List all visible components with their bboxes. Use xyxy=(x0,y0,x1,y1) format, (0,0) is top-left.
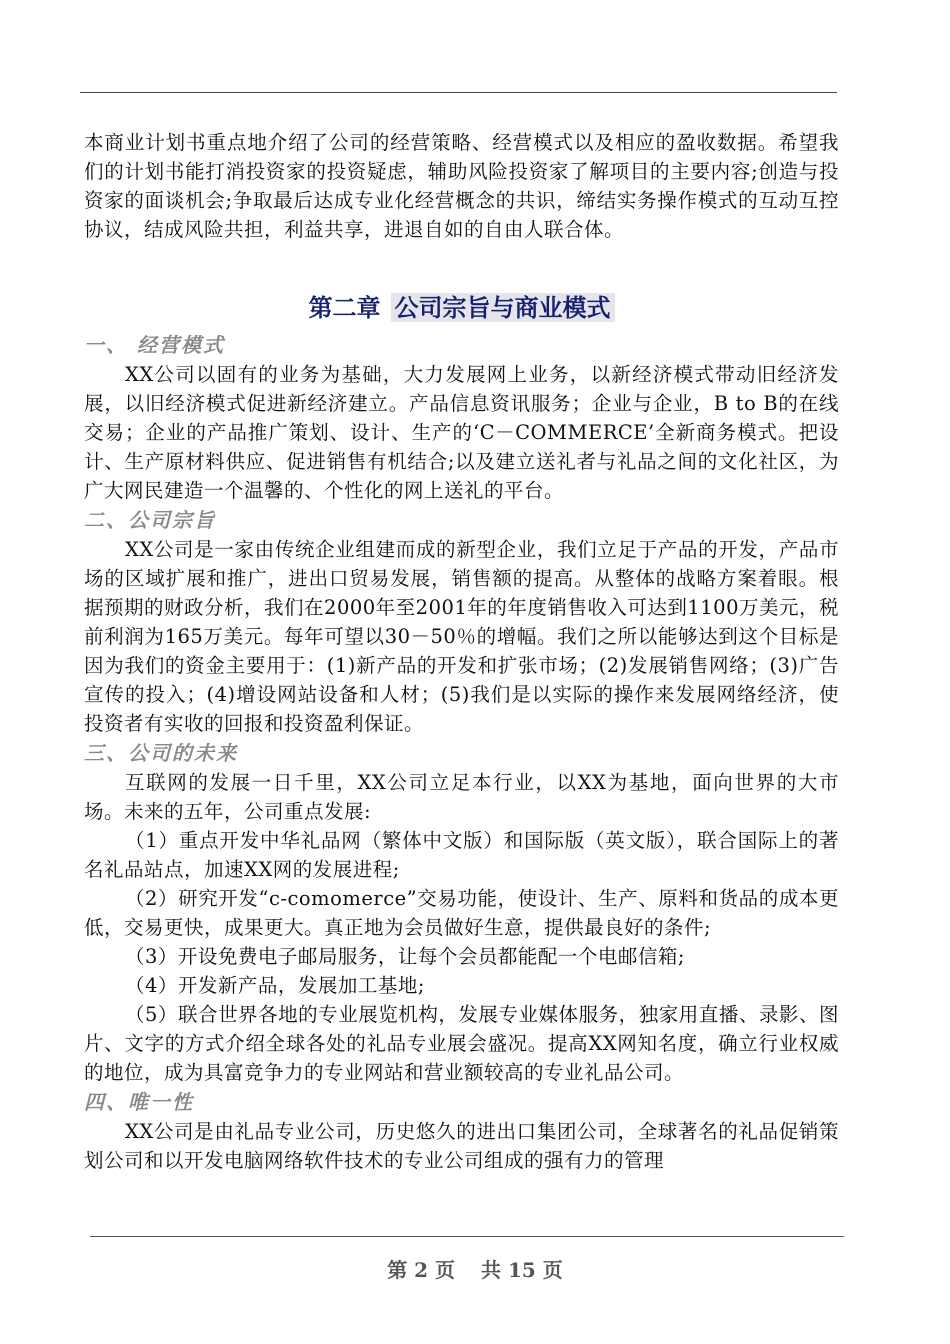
page-total: 共 15 页 xyxy=(481,1258,563,1282)
list-item: （3）开设免费电子邮局服务，让每个会员都能配一个电邮信箱; xyxy=(124,945,685,968)
section-heading: 三、公司的未来 xyxy=(84,741,238,765)
intro-paragraph: 本商业计划书重点地介绍了公司的经营策略、经营模式以及相应的盈收数据。希望我们的计划书能打消投资家的投资疑虑，辅助风险投资家了解项目的主要内容;创造与投资家的面谈机会;争取最后达成专业化经营概念的共识，缔结实务操作模式的互动互控协议，结成风险共担，利益共享，进退自如的自由人联合体。 xyxy=(84,131,839,241)
page-footer xyxy=(0,1254,950,1283)
section-paragraph: XX公司是一家由传统企业组建而成的新型企业，我们立足于产品的开发，产品市场的区域扩展和推广，进出口贸易发展，销售额的提高。从整体的战略方案着眼。根据预期的财政分析，我们在2000年至2001年的年度销售收入可达到1100万美元，税前利润为165万美元。每年可望以30－50％的增幅。我们之所以能够达到这个目标是因为我们的资金主要用于：(1)新产品的开发和扩张市场；(2)发展销售网络；(3)广告宣传的投入；(4)增设网站设备和人材；(5)我们是以实际的操作来发展网络经济，使投资者有实收的回报和投资盈利保证。 xyxy=(84,538,839,735)
list-item: （2）研究开发“c-comomerce”交易功能，使设计、生产、原料和货品的成本更低，交易更快，成果更大。真正地为会员做好生意，提供最良好的条件; xyxy=(84,887,839,939)
chapter-title xyxy=(84,288,839,328)
page-number: 第 2 页 xyxy=(387,1258,456,1282)
footer-rule xyxy=(90,1236,844,1237)
list-item: （1）重点开发中华礼品网（繁体中文版）和国际版（英文版），联合国际上的著名礼品站点，加速XX网的发展进程; xyxy=(84,829,839,881)
document-body xyxy=(84,128,839,1175)
header-rule xyxy=(80,92,837,93)
section-heading: 四、唯一性 xyxy=(84,1090,194,1114)
section-paragraph: 互联网的发展一日千里，XX公司立足本行业，以XX为基地，面向世界的大市场。未来的五年，公司重点发展: xyxy=(84,771,839,823)
section-paragraph: XX公司是由礼品专业公司，历史悠久的进出口集团公司，全球著名的礼品促销策划公司和以开发电脑网络软件技术的专业公司组成的强有力的管理 xyxy=(84,1120,839,1172)
section-heading: 二、公司宗旨 xyxy=(84,508,216,532)
list-item: （5）联合世界各地的专业展览机构，发展专业媒体服务，独家用直播、录影、图片、文字的方式介绍全球各处的礼品专业展会盛况。提高XX网知名度，确立行业权威的地位，成为具富竞争力的专业网站和营业额较高的专业礼品公司。 xyxy=(84,1003,839,1084)
list-item: （4）开发新产品，发展加工基地; xyxy=(124,974,425,997)
chapter-heading: 公司宗旨与商业模式 xyxy=(391,293,615,322)
chapter-number: 第二章 xyxy=(308,293,381,322)
section-paragraph: XX公司以固有的业务为基础，大力发展网上业务，以新经济模式带动旧经济发展，以旧经济模式促进新经济建立。产品信息资讯服务；企业与企业，B to B的在线交易；企业的产品推广策划、设计、生产的‘C－COMMERCE’全新商务模式。把设计、生产原材料供应、促进销售有机结合;以及建立送礼者与礼品之间的文化社区，为广大网民建造一个温馨的、个性化的网上送礼的平台。 xyxy=(84,363,839,502)
section-heading: 一、 经营模式 xyxy=(84,333,225,357)
